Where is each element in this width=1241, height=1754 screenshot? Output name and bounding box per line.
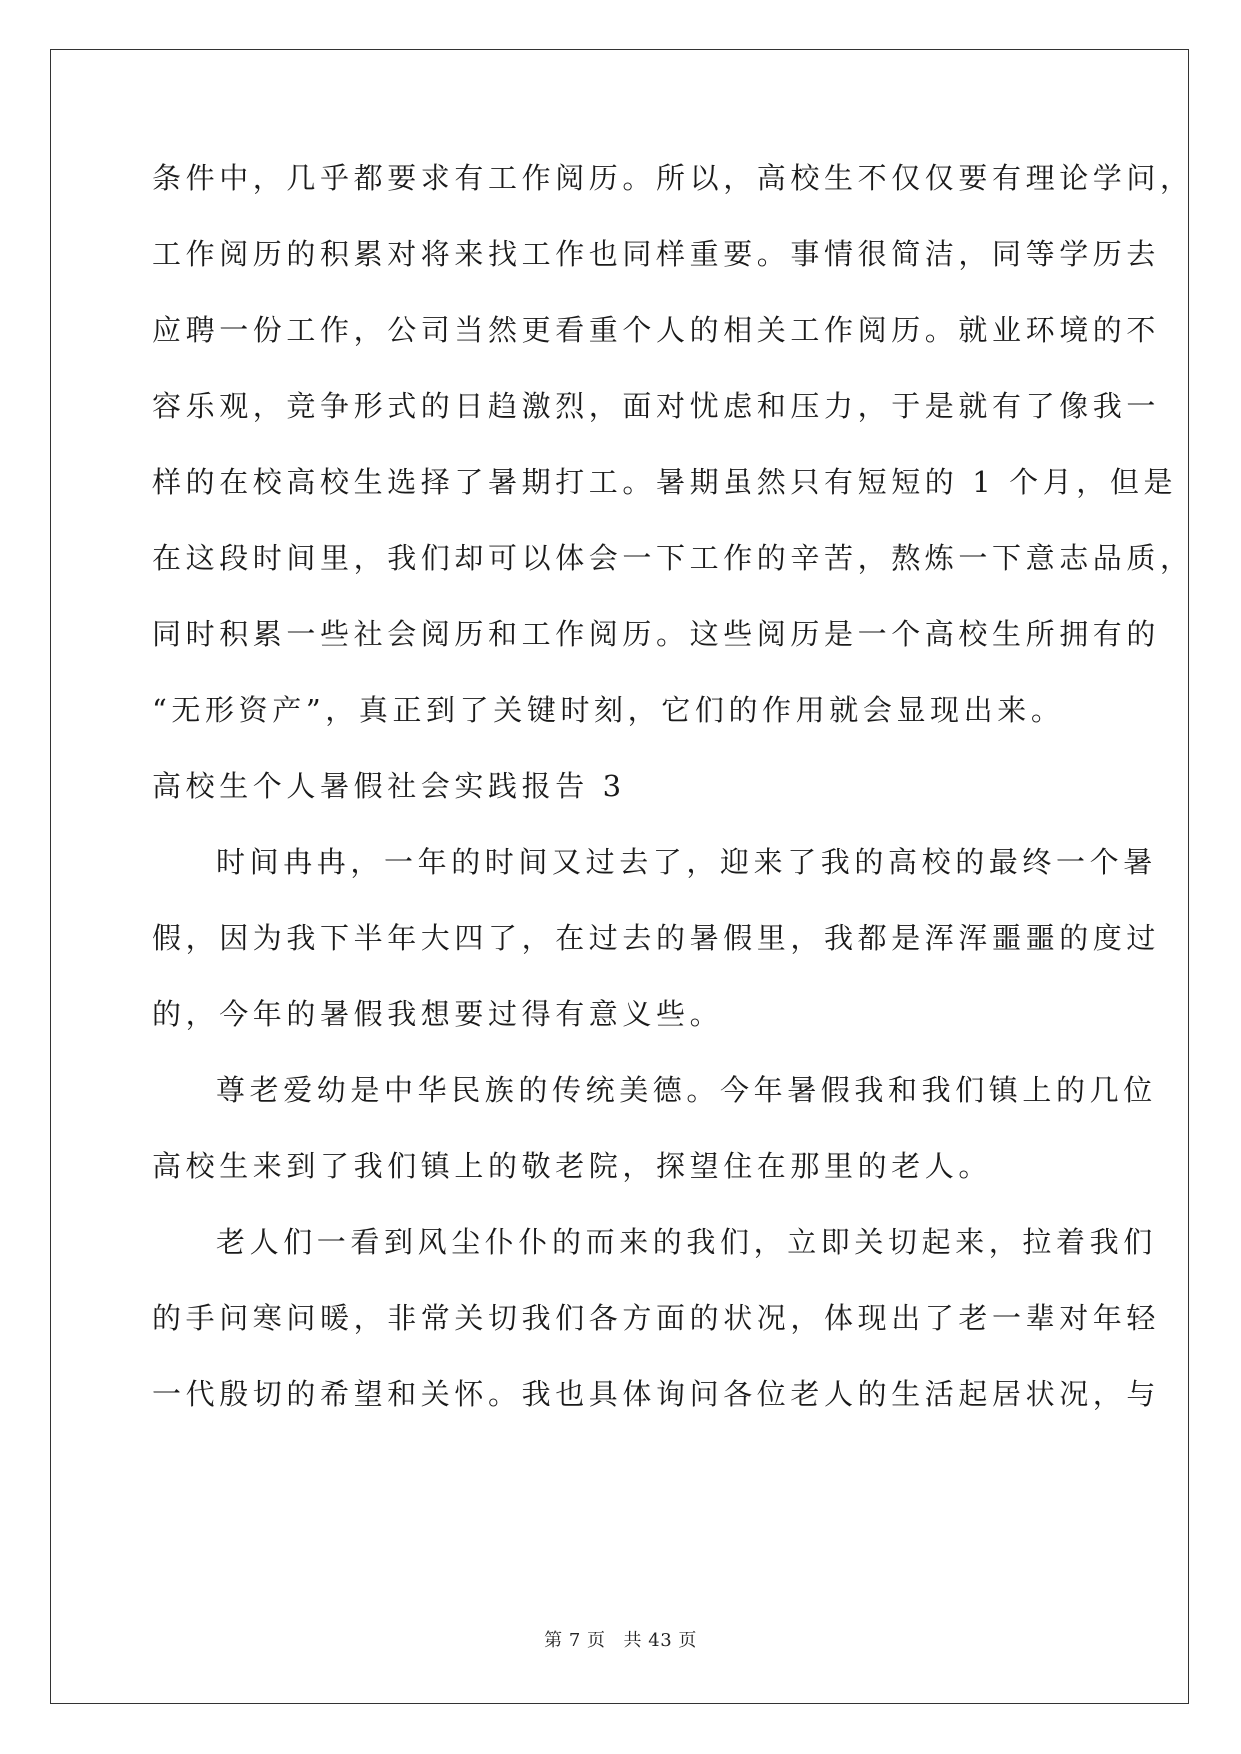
paragraph-line: 在这段时间里，我们却可以体会一下工作的辛苦，熬炼一下意志品质， bbox=[152, 541, 1194, 575]
paragraph-line: 一代殷切的希望和关怀。我也具体询问各位老人的生活起居状况，与 bbox=[152, 1377, 1161, 1411]
body-text bbox=[152, 140, 1194, 1432]
section-heading: 高校生个人暑假社会实践报告 3 bbox=[152, 769, 626, 803]
page-total: 共 43 页 bbox=[623, 1630, 697, 1651]
page-number: 第 7 页 bbox=[544, 1630, 606, 1651]
paragraph-line: 容乐观，竞争形式的日趋激烈，面对忧虑和压力，于是就有了像我一 bbox=[152, 389, 1161, 423]
paragraph-line: 同时积累一些社会阅历和工作阅历。这些阅历是一个高校生所拥有的 bbox=[152, 617, 1161, 651]
paragraph-line: 样的在校高校生选择了暑期打工。暑期虽然只有短短的 1 个月，但是 bbox=[152, 465, 1178, 499]
paragraph-line: 的，今年的暑假我想要过得有意义些。 bbox=[152, 997, 724, 1031]
paragraph-line: 条件中，几乎都要求有工作阅历。所以，高校生不仅仅要有理论学问， bbox=[152, 161, 1194, 195]
paragraph-line: 假，因为我下半年大四了，在过去的暑假里，我都是浑浑噩噩的度过 bbox=[152, 921, 1161, 955]
paragraph-line: 尊老爱幼是中华民族的传统美德。今年暑假我和我们镇上的几位 bbox=[216, 1073, 1157, 1107]
paragraph-line: 高校生来到了我们镇上的敬老院，探望住在那里的老人。 bbox=[152, 1149, 993, 1183]
paragraph-line: 的手问寒问暖，非常关切我们各方面的状况，体现出了老一辈对年轻 bbox=[152, 1301, 1161, 1335]
page-footer bbox=[0, 1626, 1241, 1652]
paragraph-line: 老人们一看到风尘仆仆的而来的我们，立即关切起来，拉着我们 bbox=[216, 1225, 1157, 1259]
paragraph-line: 工作阅历的积累对将来找工作也同样重要。事情很简洁，同等学历去 bbox=[152, 237, 1161, 271]
paragraph-line: “无形资产”，真正到了关键时刻，它们的作用就会显现出来。 bbox=[152, 693, 1065, 727]
paragraph-line: 时间冉冉，一年的时间又过去了，迎来了我的高校的最终一个暑 bbox=[216, 845, 1157, 879]
paragraph-line: 应聘一份工作，公司当然更看重个人的相关工作阅历。就业环境的不 bbox=[152, 313, 1161, 347]
